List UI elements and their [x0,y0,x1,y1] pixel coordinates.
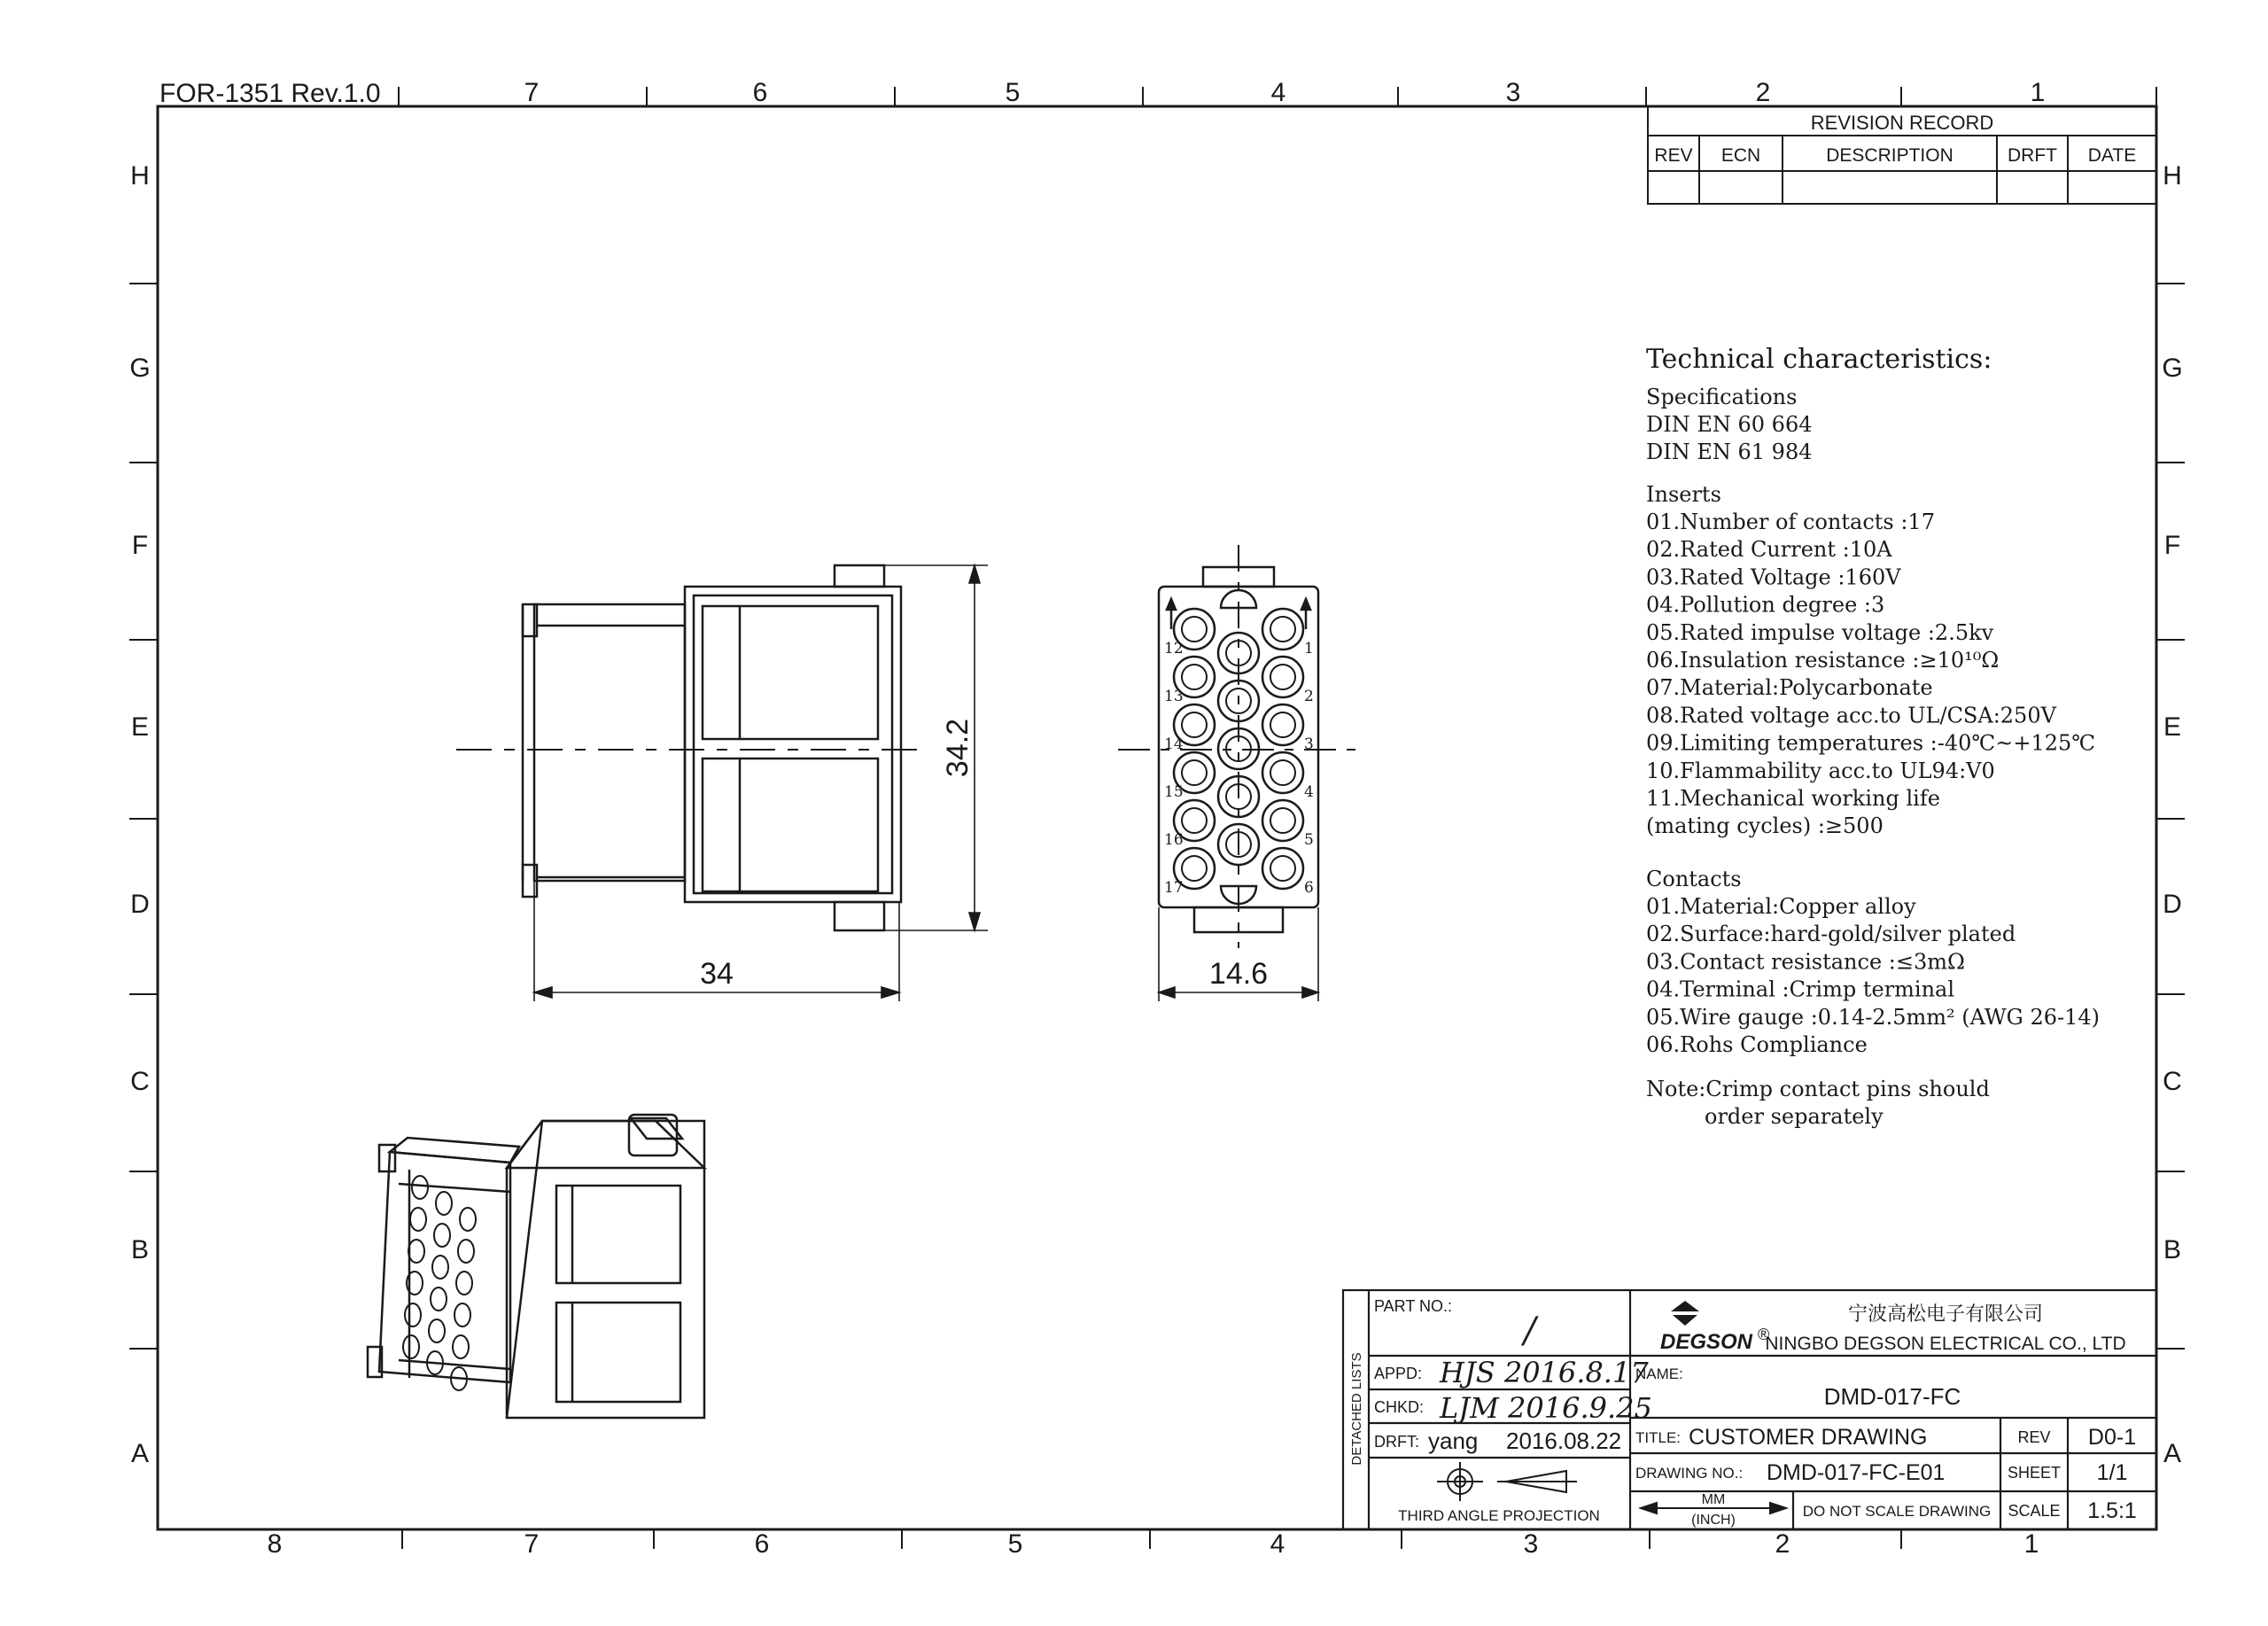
zone-letter-right: H [2163,161,2182,191]
zone-number-top: 6 [752,78,768,107]
zone-number-top: 3 [1505,78,1521,107]
spec-line: DIN EN 61 984 [1646,440,1813,464]
insert-spec-line: 01.Number of contacts :17 [1646,510,1935,534]
pin-number-label: 2 [1304,688,1314,705]
side-view [456,565,917,930]
contact-cavity-inner [1182,856,1207,881]
pin-number-label: 14 [1164,735,1184,753]
insert-spec-line: 04.Pollution degree :3 [1646,592,1885,618]
pin-number-label: 3 [1304,735,1314,753]
drft-col-header: DRFT [2008,145,2057,166]
pin-number-label: 17 [1164,879,1184,897]
isometric-contact-hole [408,1240,424,1263]
isometric-contact-hole [436,1192,452,1215]
insert-spec-line: 02.Rated Current :10A [1646,537,1892,563]
pin-number-label: 16 [1164,831,1184,849]
contact-spec-line: 02.Surface:hard-gold/silver plated [1646,922,2016,947]
chkd-signature: LJM 2016.9.25 [1440,1391,1652,1425]
contacts-heading: Contacts [1646,867,1742,891]
isometric-contact-hole [453,1335,469,1358]
contact-cavity-inner [1182,712,1207,737]
rev-col-header: REV [1654,145,1693,166]
contact-spec-line: 01.Material:Copper alloy [1646,894,1916,919]
zone-letter-right: E [2163,712,2182,742]
scale-label: SCALE [2008,1502,2061,1520]
isometric-contact-holes [403,1176,476,1390]
contact-cavity [1262,752,1303,793]
contact-spec-line: 04.Terminal :Crimp terminal [1646,976,1955,1002]
title-value: CUSTOMER DRAWING [1689,1425,1928,1450]
description-col-header: DESCRIPTION [1826,145,1953,166]
zone-number-top: 1 [2030,78,2046,107]
contact-cavity-inner [1182,760,1207,785]
degson-logo-icon [1671,1301,1699,1326]
inserts-heading: Inserts [1646,482,1721,507]
insert-spec-line: 09.Limiting temperatures :-40℃~+125℃ [1646,730,2096,756]
isometric-contact-hole [456,1272,472,1295]
zone-letter-right: D [2163,890,2182,919]
zone-letter-left: G [129,354,151,383]
drawing-no-value: DMD-017-FC-E01 [1767,1460,1946,1485]
zone-letter-left: F [131,531,149,560]
contact-cavity-inner [1270,665,1295,689]
third-angle-projection-icon [1437,1462,1577,1501]
pin-number-label: 4 [1304,783,1314,801]
zone-number-bottom: 7 [524,1529,540,1559]
side-dimensions [534,565,988,1001]
scale-value: 1.5:1 [2087,1498,2137,1523]
insert-spec-line: 07.Material:Polycarbonate [1646,675,1933,701]
insert-spec-line: 11.Mechanical working life [1646,786,1940,811]
insert-spec-line: 05.Rated impulse voltage :2.5kv [1646,619,1994,645]
form-id: FOR-1351 Rev.1.0 [159,79,381,108]
brand-name: DEGSON [1660,1330,1753,1354]
zone-number-bottom: 5 [1007,1529,1023,1559]
dimension-width-34: 34 [700,957,734,991]
zone-letter-right: G [2162,354,2183,383]
revision-record-title: REVISION RECORD [1810,112,1994,134]
appd-signature: HJS 2016.8.17 [1440,1356,1649,1389]
name-label: NAME: [1635,1365,1683,1382]
contact-cavity [1262,609,1303,650]
insert-spec-line: 06.Insulation resistance :≥10¹⁰Ω [1646,648,2000,673]
contact-cavity-inner [1270,712,1295,737]
zone-letter-left: B [130,1235,150,1264]
drawing-no-label: DRAWING NO.: [1635,1465,1744,1482]
zone-letter-left: C [130,1067,150,1096]
insert-spec-line: 08.Rated voltage acc.to UL/CSA:250V [1646,703,2056,728]
zone-number-bottom: 4 [1270,1529,1285,1559]
zone-letter-right: F [2163,531,2181,560]
contact-cavity-inner [1270,617,1295,642]
zone-number-bottom: 1 [2023,1529,2039,1559]
drft-name: yang [1428,1428,1479,1454]
title-label: TITLE: [1635,1429,1682,1446]
units-mm: MM [1701,1492,1726,1507]
pin-number-label: 5 [1304,831,1314,849]
zone-letter-left: D [130,890,150,919]
contact-cavity [1262,657,1303,697]
title-block [1343,1290,2156,1529]
isometric-contact-hole [460,1208,476,1231]
company-name-cn: 宁波高松电子有限公司 [1847,1303,2044,1325]
sheet-label: SHEET [2007,1464,2062,1482]
dimension-width-14-6: 14.6 [1208,957,1269,991]
isometric-contact-hole [410,1208,426,1231]
zone-letter-right: C [2163,1067,2182,1096]
pin-number-label: 6 [1304,879,1314,897]
isometric-contact-hole [431,1288,447,1311]
part-no-label: PART NO.: [1374,1297,1453,1315]
front-view [1118,545,1363,948]
contact-cavity [1262,800,1303,841]
isometric-contact-hole [434,1224,450,1247]
tech-title: Technical characteristics: [1646,344,1992,375]
ecn-col-header: ECN [1720,145,1761,166]
sheet-value: 1/1 [2096,1460,2128,1485]
zone-number-top: 7 [524,78,540,107]
note-line: order separately [1705,1104,1884,1129]
zone-letter-left: A [130,1439,150,1468]
projection-label: THIRD ANGLE PROJECTION [1398,1507,1600,1524]
insert-spec-line: 03.Rated Voltage :160V [1646,564,1901,590]
pin-number-label: 13 [1164,688,1184,705]
zone-number-bottom: 6 [754,1529,770,1559]
zone-number-top: 4 [1270,78,1286,107]
zone-letter-right: B [2163,1235,2182,1264]
insert-spec-line: (mating cycles) :≥500 [1646,813,1884,839]
isometric-contact-hole [454,1303,470,1326]
pin-number-label: 12 [1164,640,1184,657]
company-name-en: NINGBO DEGSON ELECTRICAL CO., LTD [1765,1334,2126,1354]
drft-date: 2016.08.22 [1506,1428,1622,1454]
contact-cavity-inner [1182,617,1207,642]
zone-number-top: 5 [1005,78,1021,107]
note-line: Note:Crimp contact pins should [1646,1077,1990,1101]
detached-lists-label: DETACHED LISTS [1349,1352,1364,1466]
isometric-contact-hole [403,1335,419,1358]
technical-characteristics [1646,344,2100,1129]
drft-label: DRFT: [1374,1433,1419,1451]
contact-cavity-inner [1270,760,1295,785]
dimension-height-34-2: 34.2 [941,718,975,778]
zone-number-bottom: 8 [267,1529,283,1559]
contact-spec-line: 03.Contact resistance :≤3mΩ [1646,949,1965,975]
isometric-view [368,1115,704,1418]
contact-cavity [1262,848,1303,889]
appd-label: APPD: [1374,1365,1423,1382]
part-no-value: / [1524,1311,1536,1351]
units-inch: (INCH) [1691,1513,1736,1528]
contact-spec-line: 05.Wire gauge :0.14-2.5mm² (AWG 26-14) [1646,1004,2101,1030]
isometric-contact-hole [405,1303,421,1326]
zone-number-bottom: 2 [1775,1529,1790,1559]
rev-label: REV [2017,1428,2051,1446]
insert-spec-line: 10.Flammability acc.to UL94:V0 [1646,758,1995,783]
specifications-heading: Specifications [1646,385,1798,409]
isometric-contact-hole [458,1240,474,1263]
rev-value: D0-1 [2087,1425,2137,1450]
isometric-contact-hole [432,1256,448,1279]
revision-record-table [1648,106,2156,204]
contact-cavity [1262,704,1303,745]
date-col-header: DATE [2087,145,2137,166]
pin-number-label: 1 [1304,640,1314,657]
zone-letter-left: H [130,161,150,191]
zone-letter-right: A [2163,1439,2182,1468]
zone-letter-left: E [130,712,150,742]
contact-cavity-inner [1270,808,1295,833]
do-not-scale-note: DO NOT SCALE DRAWING [1802,1503,1992,1520]
spec-line: DIN EN 60 664 [1646,412,1813,437]
chkd-label: CHKD: [1374,1398,1425,1416]
isometric-contact-hole [412,1176,428,1199]
name-value: DMD-017-FC [1823,1383,1961,1410]
pin-number-label: 15 [1164,783,1184,801]
zone-number-bottom: 3 [1523,1529,1539,1559]
contact-cavity-inner [1270,856,1295,881]
zone-number-top: 2 [1755,78,1771,107]
isometric-contact-hole [429,1319,445,1342]
contact-cavity-inner [1182,808,1207,833]
brand-registered-mark: ® [1758,1326,1770,1343]
contact-spec-line: 06.Rohs Compliance [1646,1032,1868,1057]
contact-cavity-inner [1182,665,1207,689]
